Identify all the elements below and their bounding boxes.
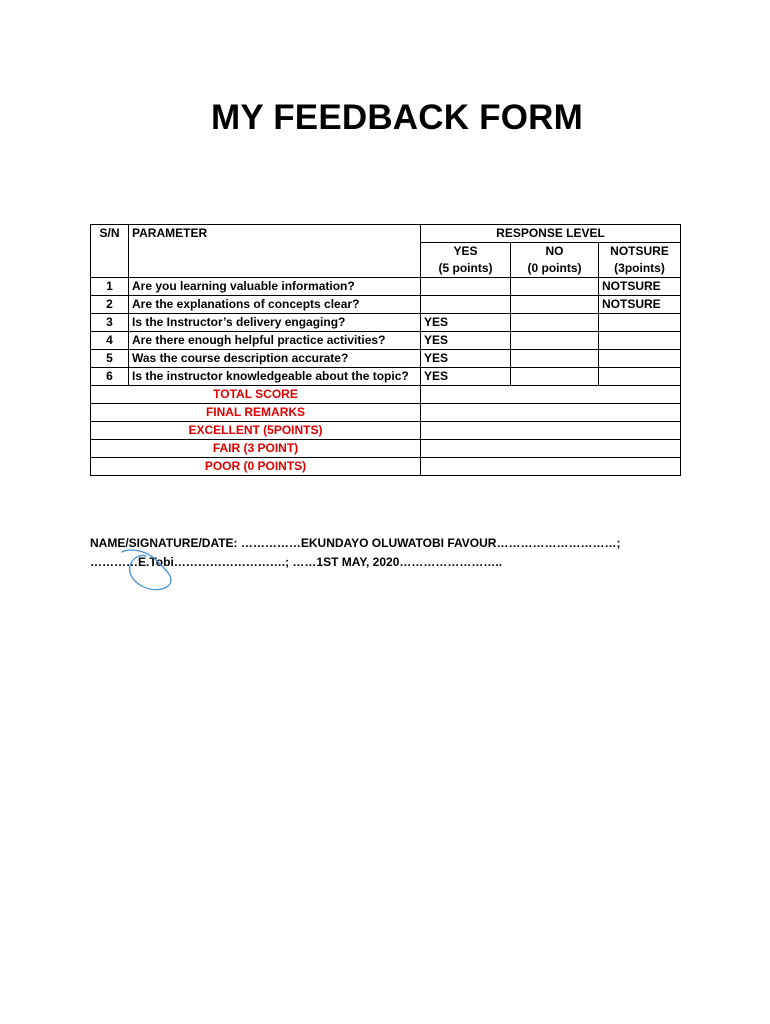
- row-parameter: Are there enough helpful practice activities?: [129, 332, 421, 350]
- summary-row: [91, 458, 681, 476]
- row-sn: 6: [91, 368, 129, 386]
- summary-row: [91, 440, 681, 458]
- poor-value: [421, 458, 681, 476]
- poor-label: POOR (0 POINTS): [91, 458, 421, 476]
- header-sn-spacer: [91, 260, 129, 278]
- row-yes: YES: [421, 332, 511, 350]
- row-yes: [421, 296, 511, 314]
- header-yes-points: (5 points): [421, 260, 511, 278]
- row-notsure: [599, 314, 681, 332]
- row-no: [511, 350, 599, 368]
- header-yes: YES: [421, 243, 511, 261]
- table-row: [91, 368, 681, 386]
- total-score-label: TOTAL SCORE: [91, 386, 421, 404]
- excellent-label: EXCELLENT (5POINTS): [91, 422, 421, 440]
- header-row: [91, 243, 681, 261]
- table-row: [91, 314, 681, 332]
- row-sn: 4: [91, 332, 129, 350]
- row-no: [511, 314, 599, 332]
- header-no: NO: [511, 243, 599, 261]
- signature-line-name: NAME/SIGNATURE/DATE: ……………EKUNDAYO OLUWATOBI FAVOUR…………………………;: [90, 536, 621, 550]
- header-parameter: PARAMETER: [129, 225, 421, 243]
- summary-row: [91, 422, 681, 440]
- signature-circle-stroke: [122, 550, 171, 590]
- header-sn-spacer: [91, 243, 129, 261]
- header-sn: S/N: [91, 225, 129, 243]
- page-title: MY FEEDBACK FORM: [211, 98, 583, 137]
- row-notsure: [599, 350, 681, 368]
- handwritten-signature-circle: [116, 548, 178, 592]
- row-notsure: [599, 332, 681, 350]
- row-no: [511, 368, 599, 386]
- summary-row: [91, 386, 681, 404]
- header-no-points: (0 points): [511, 260, 599, 278]
- header-notsure-points: (3points): [599, 260, 681, 278]
- row-no: [511, 296, 599, 314]
- row-parameter: Was the course description accurate?: [129, 350, 421, 368]
- row-sn: 1: [91, 278, 129, 296]
- row-sn: 3: [91, 314, 129, 332]
- header-row: [91, 260, 681, 278]
- feedback-table: [90, 224, 681, 476]
- final-remarks-value: [421, 404, 681, 422]
- row-notsure: [599, 368, 681, 386]
- header-response-level: RESPONSE LEVEL: [421, 225, 681, 243]
- row-parameter: Are you learning valuable information?: [129, 278, 421, 296]
- row-yes: [421, 278, 511, 296]
- row-yes: YES: [421, 368, 511, 386]
- signature-line-sign-date: …………E.Tobi……………………….; ……1ST MAY, 2020……………………..: [90, 555, 503, 569]
- row-parameter: Is the instructor knowledgeable about the topic?: [129, 368, 421, 386]
- row-notsure: NOTSURE: [599, 296, 681, 314]
- header-notsure: NOTSURE: [599, 243, 681, 261]
- fair-label: FAIR (3 POINT): [91, 440, 421, 458]
- row-parameter: Are the explanations of concepts clear?: [129, 296, 421, 314]
- total-score-value: [421, 386, 681, 404]
- table-row: [91, 296, 681, 314]
- row-sn: 5: [91, 350, 129, 368]
- excellent-value: [421, 422, 681, 440]
- row-parameter: Is the Instructor’s delivery engaging?: [129, 314, 421, 332]
- header-parameter-spacer: [129, 260, 421, 278]
- table-row: [91, 278, 681, 296]
- row-yes: YES: [421, 350, 511, 368]
- fair-value: [421, 440, 681, 458]
- header-parameter-spacer: [129, 243, 421, 261]
- table-row: [91, 332, 681, 350]
- row-no: [511, 278, 599, 296]
- header-row: [91, 225, 681, 243]
- final-remarks-label: FINAL REMARKS: [91, 404, 421, 422]
- table-row: [91, 350, 681, 368]
- row-no: [511, 332, 599, 350]
- row-sn: 2: [91, 296, 129, 314]
- row-yes: YES: [421, 314, 511, 332]
- summary-row: [91, 404, 681, 422]
- row-notsure: NOTSURE: [599, 278, 681, 296]
